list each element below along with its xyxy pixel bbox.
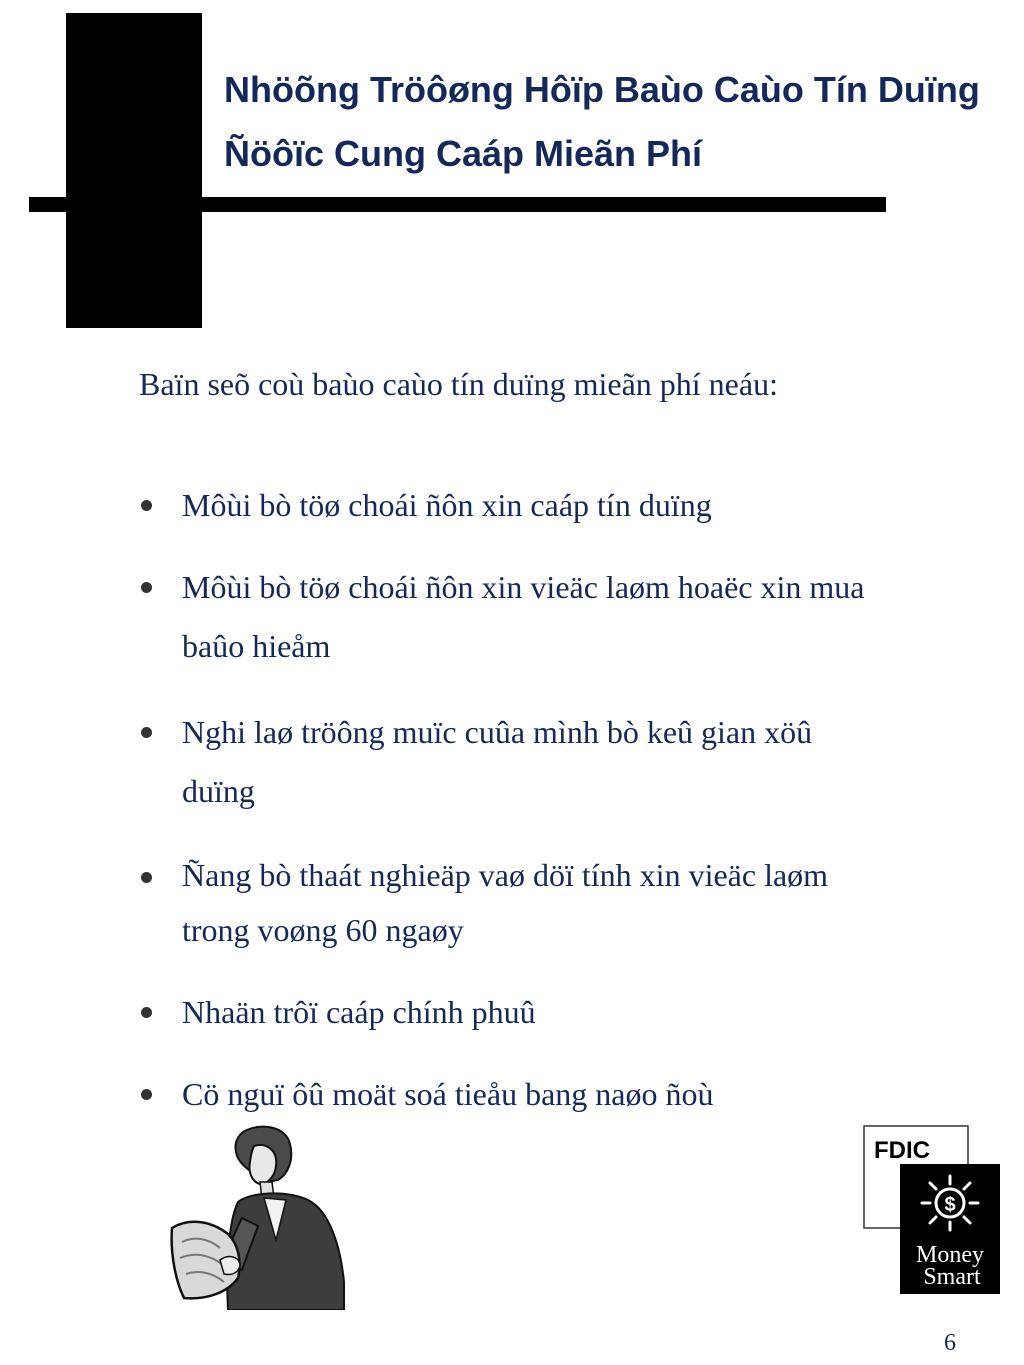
decorative-vertical-bar [66, 13, 202, 328]
slide-title-line2: Ñöôïc Cung Caáp Mieãn Phí [224, 133, 703, 174]
woman-reading-document-icon [168, 1122, 348, 1310]
decorative-horizontal-bar-right [202, 197, 886, 212]
page-number: 6 [944, 1330, 956, 1356]
bullet-text-continued: trong voøng 60 ngaøy [182, 912, 464, 948]
bullet-dot-icon [141, 582, 152, 593]
bullet-text: Môùi bò töø choái ñôn xin vieäc laøm hoaëc xin mua [182, 569, 865, 605]
decorative-horizontal-bar-left [29, 197, 66, 212]
bullet-item [139, 1065, 959, 1124]
smart-label: Smart [923, 1264, 981, 1290]
bullet-text: Nghi laø tröông muïc cuûa mình bò keû gian xöû [182, 714, 813, 750]
dollar-symbol: $ [944, 1194, 956, 1216]
bullet-dot-icon [141, 872, 152, 883]
bullet-text-continued: baûo hieåm [182, 628, 331, 664]
bullet-dot-icon [141, 1089, 152, 1100]
bullet-item [139, 848, 959, 958]
bullet-list [139, 476, 959, 1147]
bullet-item [139, 476, 959, 535]
slide-title [224, 58, 1014, 186]
bullet-item [139, 703, 959, 821]
bullet-text: Ñang bò thaát nghieäp vaø döï tính xin vieäc laøm [182, 857, 829, 893]
bullet-dot-icon [141, 1007, 152, 1018]
bullet-text: Môùi bò töø choái ñôn xin caáp tín duïng [182, 487, 712, 523]
bullet-text-continued: duïng [182, 773, 255, 809]
bullet-text: Cö nguï ôû moät soá tieåu bang naøo ñoù [182, 1076, 714, 1112]
bullet-item [139, 983, 959, 1042]
bullet-dot-icon [141, 500, 152, 511]
bullet-item [139, 558, 959, 676]
money-label: Money [916, 1242, 984, 1268]
bullet-dot-icon [141, 727, 152, 738]
fdic-label: FDIC [874, 1137, 930, 1164]
intro-text: Baïn seõ coù baùo caùo tín duïng mieãn phí neáu: [139, 366, 778, 402]
slide-title-line1: Nhöõng Tröôøng Hôïp Baùo Caùo Tín Duïng [224, 69, 980, 110]
bullet-text: Nhaän trôï caáp chính phuû [182, 994, 536, 1030]
fdic-money-smart-logo [862, 1124, 1002, 1296]
